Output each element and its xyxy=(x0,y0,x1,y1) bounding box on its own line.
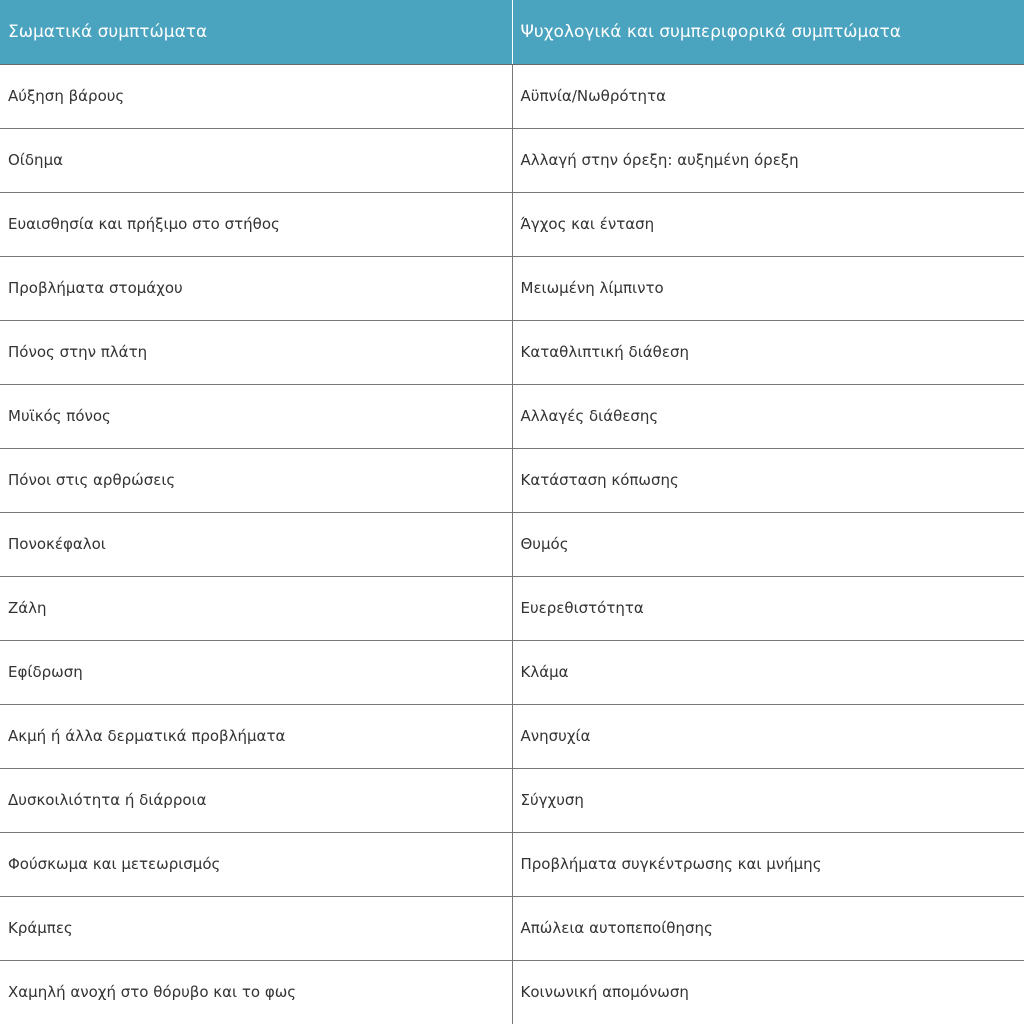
psychological-symptom-cell: Θυμός xyxy=(512,512,1024,576)
psychological-symptom-cell: Ανησυχία xyxy=(512,704,1024,768)
table-row xyxy=(0,576,1024,640)
table-row xyxy=(0,640,1024,704)
psychological-symptom-cell: Σύγχυση xyxy=(512,768,1024,832)
psychological-symptom-cell: Αλλαγές διάθεσης xyxy=(512,384,1024,448)
physical-symptom-cell: Πονοκέφαλοι xyxy=(0,512,512,576)
physical-symptom-cell: Κράμπες xyxy=(0,896,512,960)
table-row xyxy=(0,384,1024,448)
table-row xyxy=(0,832,1024,896)
psychological-symptom-cell: Αϋπνία/Νωθρότητα xyxy=(512,64,1024,128)
table-row xyxy=(0,192,1024,256)
psychological-symptom-cell: Μειωμένη λίμπιντο xyxy=(512,256,1024,320)
physical-symptom-cell: Προβλήματα στομάχου xyxy=(0,256,512,320)
table-row xyxy=(0,448,1024,512)
table-row xyxy=(0,896,1024,960)
header-row xyxy=(0,0,1024,64)
table-row xyxy=(0,64,1024,128)
psychological-symptom-cell: Απώλεια αυτοπεποίθησης xyxy=(512,896,1024,960)
table-row xyxy=(0,512,1024,576)
physical-symptom-cell: Εφίδρωση xyxy=(0,640,512,704)
physical-symptom-cell: Μυϊκός πόνος xyxy=(0,384,512,448)
psychological-symptom-cell: Προβλήματα συγκέντρωσης και μνήμης xyxy=(512,832,1024,896)
psychological-symptom-cell: Καταθλιπτική διάθεση xyxy=(512,320,1024,384)
psychological-symptom-cell: Ευερεθιστότητα xyxy=(512,576,1024,640)
psychological-symptom-cell: Κοινωνική απομόνωση xyxy=(512,960,1024,1024)
physical-symptom-cell: Οίδημα xyxy=(0,128,512,192)
physical-symptom-cell: Ζάλη xyxy=(0,576,512,640)
table-header xyxy=(0,0,1024,64)
table-row xyxy=(0,128,1024,192)
physical-symptom-cell: Αύξηση βάρους xyxy=(0,64,512,128)
physical-symptom-cell: Ευαισθησία και πρήξιμο στο στήθος xyxy=(0,192,512,256)
physical-symptom-cell: Ακμή ή άλλα δερματικά προβλήματα xyxy=(0,704,512,768)
table-row xyxy=(0,704,1024,768)
physical-symptom-cell: Πόνοι στις αρθρώσεις xyxy=(0,448,512,512)
table-row xyxy=(0,768,1024,832)
physical-symptom-cell: Φούσκωμα και μετεωρισμός xyxy=(0,832,512,896)
header-psychological-symptoms: Ψυχολογικά και συμπεριφορικά συμπτώματα xyxy=(512,0,1024,64)
psychological-symptom-cell: Κατάσταση κόπωσης xyxy=(512,448,1024,512)
table-row xyxy=(0,960,1024,1024)
table-body xyxy=(0,64,1024,1024)
physical-symptom-cell: Πόνος στην πλάτη xyxy=(0,320,512,384)
psychological-symptom-cell: Κλάμα xyxy=(512,640,1024,704)
table-row xyxy=(0,320,1024,384)
physical-symptom-cell: Δυσκοιλιότητα ή διάρροια xyxy=(0,768,512,832)
header-physical-symptoms: Σωματικά συμπτώματα xyxy=(0,0,512,64)
physical-symptom-cell: Χαμηλή ανοχή στο θόρυβο και το φως xyxy=(0,960,512,1024)
psychological-symptom-cell: Άγχος και ένταση xyxy=(512,192,1024,256)
psychological-symptom-cell: Αλλαγή στην όρεξη: αυξημένη όρεξη xyxy=(512,128,1024,192)
table-row xyxy=(0,256,1024,320)
